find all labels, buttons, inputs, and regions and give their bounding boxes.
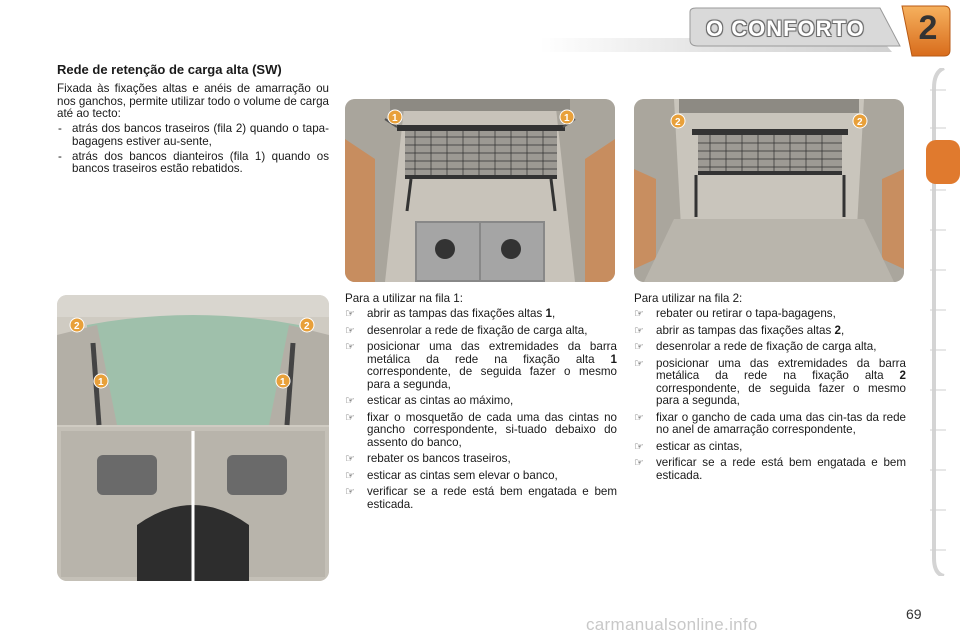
row2-instructions: [634, 292, 906, 486]
step-text: esticar as cintas,: [656, 439, 743, 453]
step-item: [345, 395, 617, 408]
step-text-tail: correspondente, de seguida fazer o mesmo para a segunda,: [367, 365, 617, 391]
step-item: [345, 470, 617, 483]
anchor-label: 2: [857, 117, 863, 128]
pointing-hand-icon: ☞: [345, 486, 355, 498]
step-text: rebater ou retirar o tapa-bagagens,: [656, 307, 836, 320]
step-text: verificar se a rede está bem engatada e bem esticada.: [656, 456, 906, 482]
step-item: [634, 325, 906, 338]
step-text: esticar as cintas sem elevar o banco,: [367, 468, 558, 482]
pointing-hand-icon: ☞: [634, 440, 644, 453]
chapter-tab-rail: [926, 68, 960, 576]
step-text: abrir as tampas das fixações altas: [656, 323, 835, 337]
step-text-tail: ,: [551, 307, 556, 320]
intro-paragraph: Fixada às fixações altas e anéis de amarração ou nos ganchos, permite utilizar todo o volume de carga até ao tecto:: [57, 82, 329, 121]
step-item: [634, 457, 906, 482]
anchor-points-illustration: [57, 295, 329, 581]
row1-steps: [345, 308, 617, 511]
step-anchor-number: 1: [610, 352, 617, 366]
row2-steps: [634, 308, 906, 482]
step-text-tail: ,: [840, 323, 845, 337]
step-item: [634, 358, 906, 408]
step-text: fixar o mosquetão de cada uma das cintas no gancho correspondente, si-tuado debaixo do assento do banco,: [367, 410, 617, 449]
pointing-hand-icon: ☞: [634, 308, 644, 320]
step-item: [345, 453, 617, 466]
row2-lead: Para utilizar na fila 2:: [634, 292, 743, 305]
case-item: - atrás dos bancos dianteiros (fila 1) quando os bancos traseiros estão rebatidos.: [57, 151, 329, 176]
pointing-hand-icon: ☞: [345, 469, 355, 482]
step-text-tail: correspondente, de seguida fazer o mesmo para a segunda,: [656, 381, 906, 407]
step-anchor-number: 1: [545, 307, 552, 320]
step-anchor-number: 2: [899, 369, 906, 382]
intro-column: [57, 62, 329, 176]
step-text: rebater os bancos traseiros,: [367, 452, 511, 465]
photo-row1-net: [345, 99, 615, 282]
step-item: [345, 308, 617, 321]
pointing-hand-icon: ☞: [634, 411, 644, 424]
step-text: abrir as tampas das fixações altas: [367, 307, 546, 320]
pointing-hand-icon: ☞: [345, 308, 355, 320]
page-number: 69: [906, 606, 922, 622]
pointing-hand-icon: ☞: [634, 357, 644, 370]
chapter-number: 2: [918, 9, 938, 47]
photo-row2-net: [634, 99, 904, 282]
row1-instructions: [345, 292, 617, 515]
step-item: [345, 412, 617, 450]
anchor-label: 1: [564, 113, 570, 124]
anchor-label: 1: [392, 113, 398, 124]
active-chapter-tab[interactable]: [926, 140, 960, 184]
step-text: posicionar uma das extremidades da barra metálica da rede na fixação alta: [656, 356, 906, 382]
chapter-title: O CONFORTO: [706, 16, 865, 41]
step-text: posicionar uma das extremidades da barra metálica da rede na fixação alta: [367, 340, 617, 366]
cargo-net-illustration: [634, 99, 904, 282]
anchor-label: 2: [74, 321, 80, 332]
step-item: [345, 325, 617, 338]
anchor-label: 2: [675, 117, 681, 128]
step-item: [345, 486, 617, 511]
step-item: [345, 341, 617, 391]
pointing-hand-icon: ☞: [345, 324, 355, 337]
step-text: fixar o gancho de cada uma das cin-tas da rede no anel de amarração correspondente,: [656, 410, 906, 436]
row1-lead: Para a utilizar na fila 1:: [345, 292, 463, 305]
step-item: [634, 341, 906, 354]
step-text: verificar se a rede está bem engatada e bem esticada.: [367, 485, 617, 511]
step-anchor-number: 2: [834, 323, 841, 337]
photo-anchor-points: [57, 295, 329, 581]
pointing-hand-icon: ☞: [634, 324, 644, 337]
step-text: esticar as cintas ao máximo,: [367, 394, 514, 407]
pointing-hand-icon: ☞: [634, 457, 644, 469]
section-title: Rede de retenção de carga alta (SW): [57, 62, 282, 77]
pointing-hand-icon: ☞: [345, 341, 355, 353]
watermark: carmanualsonline.info: [586, 615, 758, 634]
case-item: - atrás dos bancos traseiros (fila 2) quando o tapa-bagagens estiver au-sente,: [57, 123, 329, 148]
step-text: desenrolar a rede de fixação de carga alta,: [656, 340, 877, 353]
pointing-hand-icon: ☞: [345, 411, 355, 424]
anchor-label: 1: [280, 377, 286, 388]
pointing-hand-icon: ☞: [345, 395, 355, 407]
pointing-hand-icon: ☞: [634, 341, 644, 353]
page-header: [0, 0, 960, 62]
step-item: [634, 441, 906, 454]
anchor-label: 2: [304, 321, 310, 332]
cargo-net-illustration: [345, 99, 615, 282]
anchor-label: 1: [98, 377, 104, 388]
step-item: [634, 308, 906, 321]
pointing-hand-icon: ☞: [345, 453, 355, 465]
step-text: desenrolar a rede de fixação de carga alta,: [367, 323, 588, 337]
step-item: [634, 412, 906, 437]
